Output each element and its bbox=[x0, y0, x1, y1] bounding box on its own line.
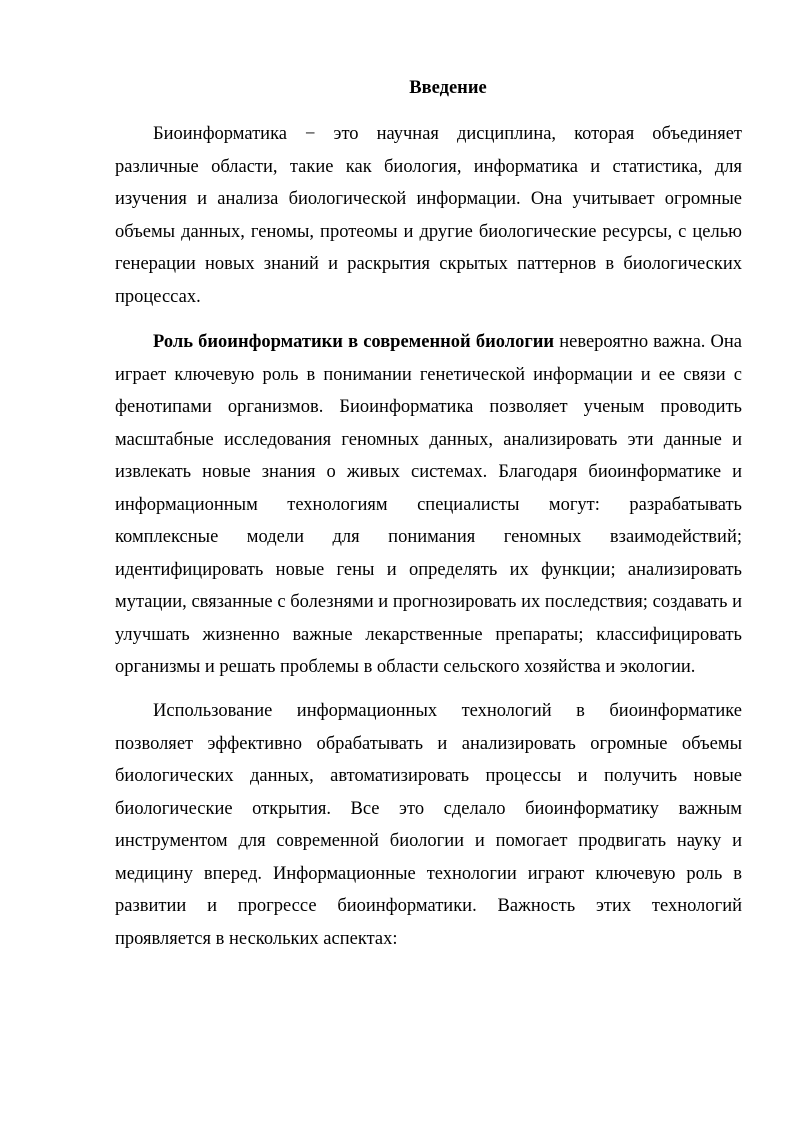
paragraph-role bbox=[115, 326, 742, 684]
document-title: Введение bbox=[409, 78, 487, 98]
paragraph-role-text: невероятно важна. Она играет ключевую роль в понимании генетической информации и ее связи с фенотипами организмов. Биоинформатика позволяет ученым проводить масштабные исследования геномных данных, анализировать эти данные и извлекать новые знания о живых системах. Благодаря биоинформатике и информационным технологиям специалисты могут: разрабатывать комплексные модели для понимания геномных взаимодействий; идентифицировать новые гены и определять их функции; анализировать мутации, связанные с болезнями и прогнозировать их последствия; создавать и улучшать жизненно важные лекарственные препараты; классифицировать организмы и решать проблемы в области сельского хозяйства и экологии. bbox=[115, 332, 742, 677]
paragraph-role-heading: Роль биоинформатики в современной биологии bbox=[153, 332, 555, 352]
paragraph-intro: Биоинформатика − это научная дисциплина, которая объединяет различные области, такие как биология, информатика и статистика, для изучения и анализа биологической информации. Она учитывает огромные объемы данных, геномы, протеомы и другие биологические ресурсы, с целью генерации новых знаний и раскрытия скрытых паттернов в биологических процессах. bbox=[115, 124, 742, 307]
paragraph-it-usage: Использование информационных технологий в биоинформатике позволяет эффективно обрабатывать и анализировать огромные объемы биологических данных, автоматизировать процессы и получить новые биологические открытия. Все это сделало биоинформатику важным инструментом для современной биологии и помогает продвигать науку и медицину вперед. Информационные технологии играют ключевую роль в развитии и прогрессе биоинформатики. Важность этих технологий проявляется в нескольких аспектах: bbox=[115, 701, 742, 949]
